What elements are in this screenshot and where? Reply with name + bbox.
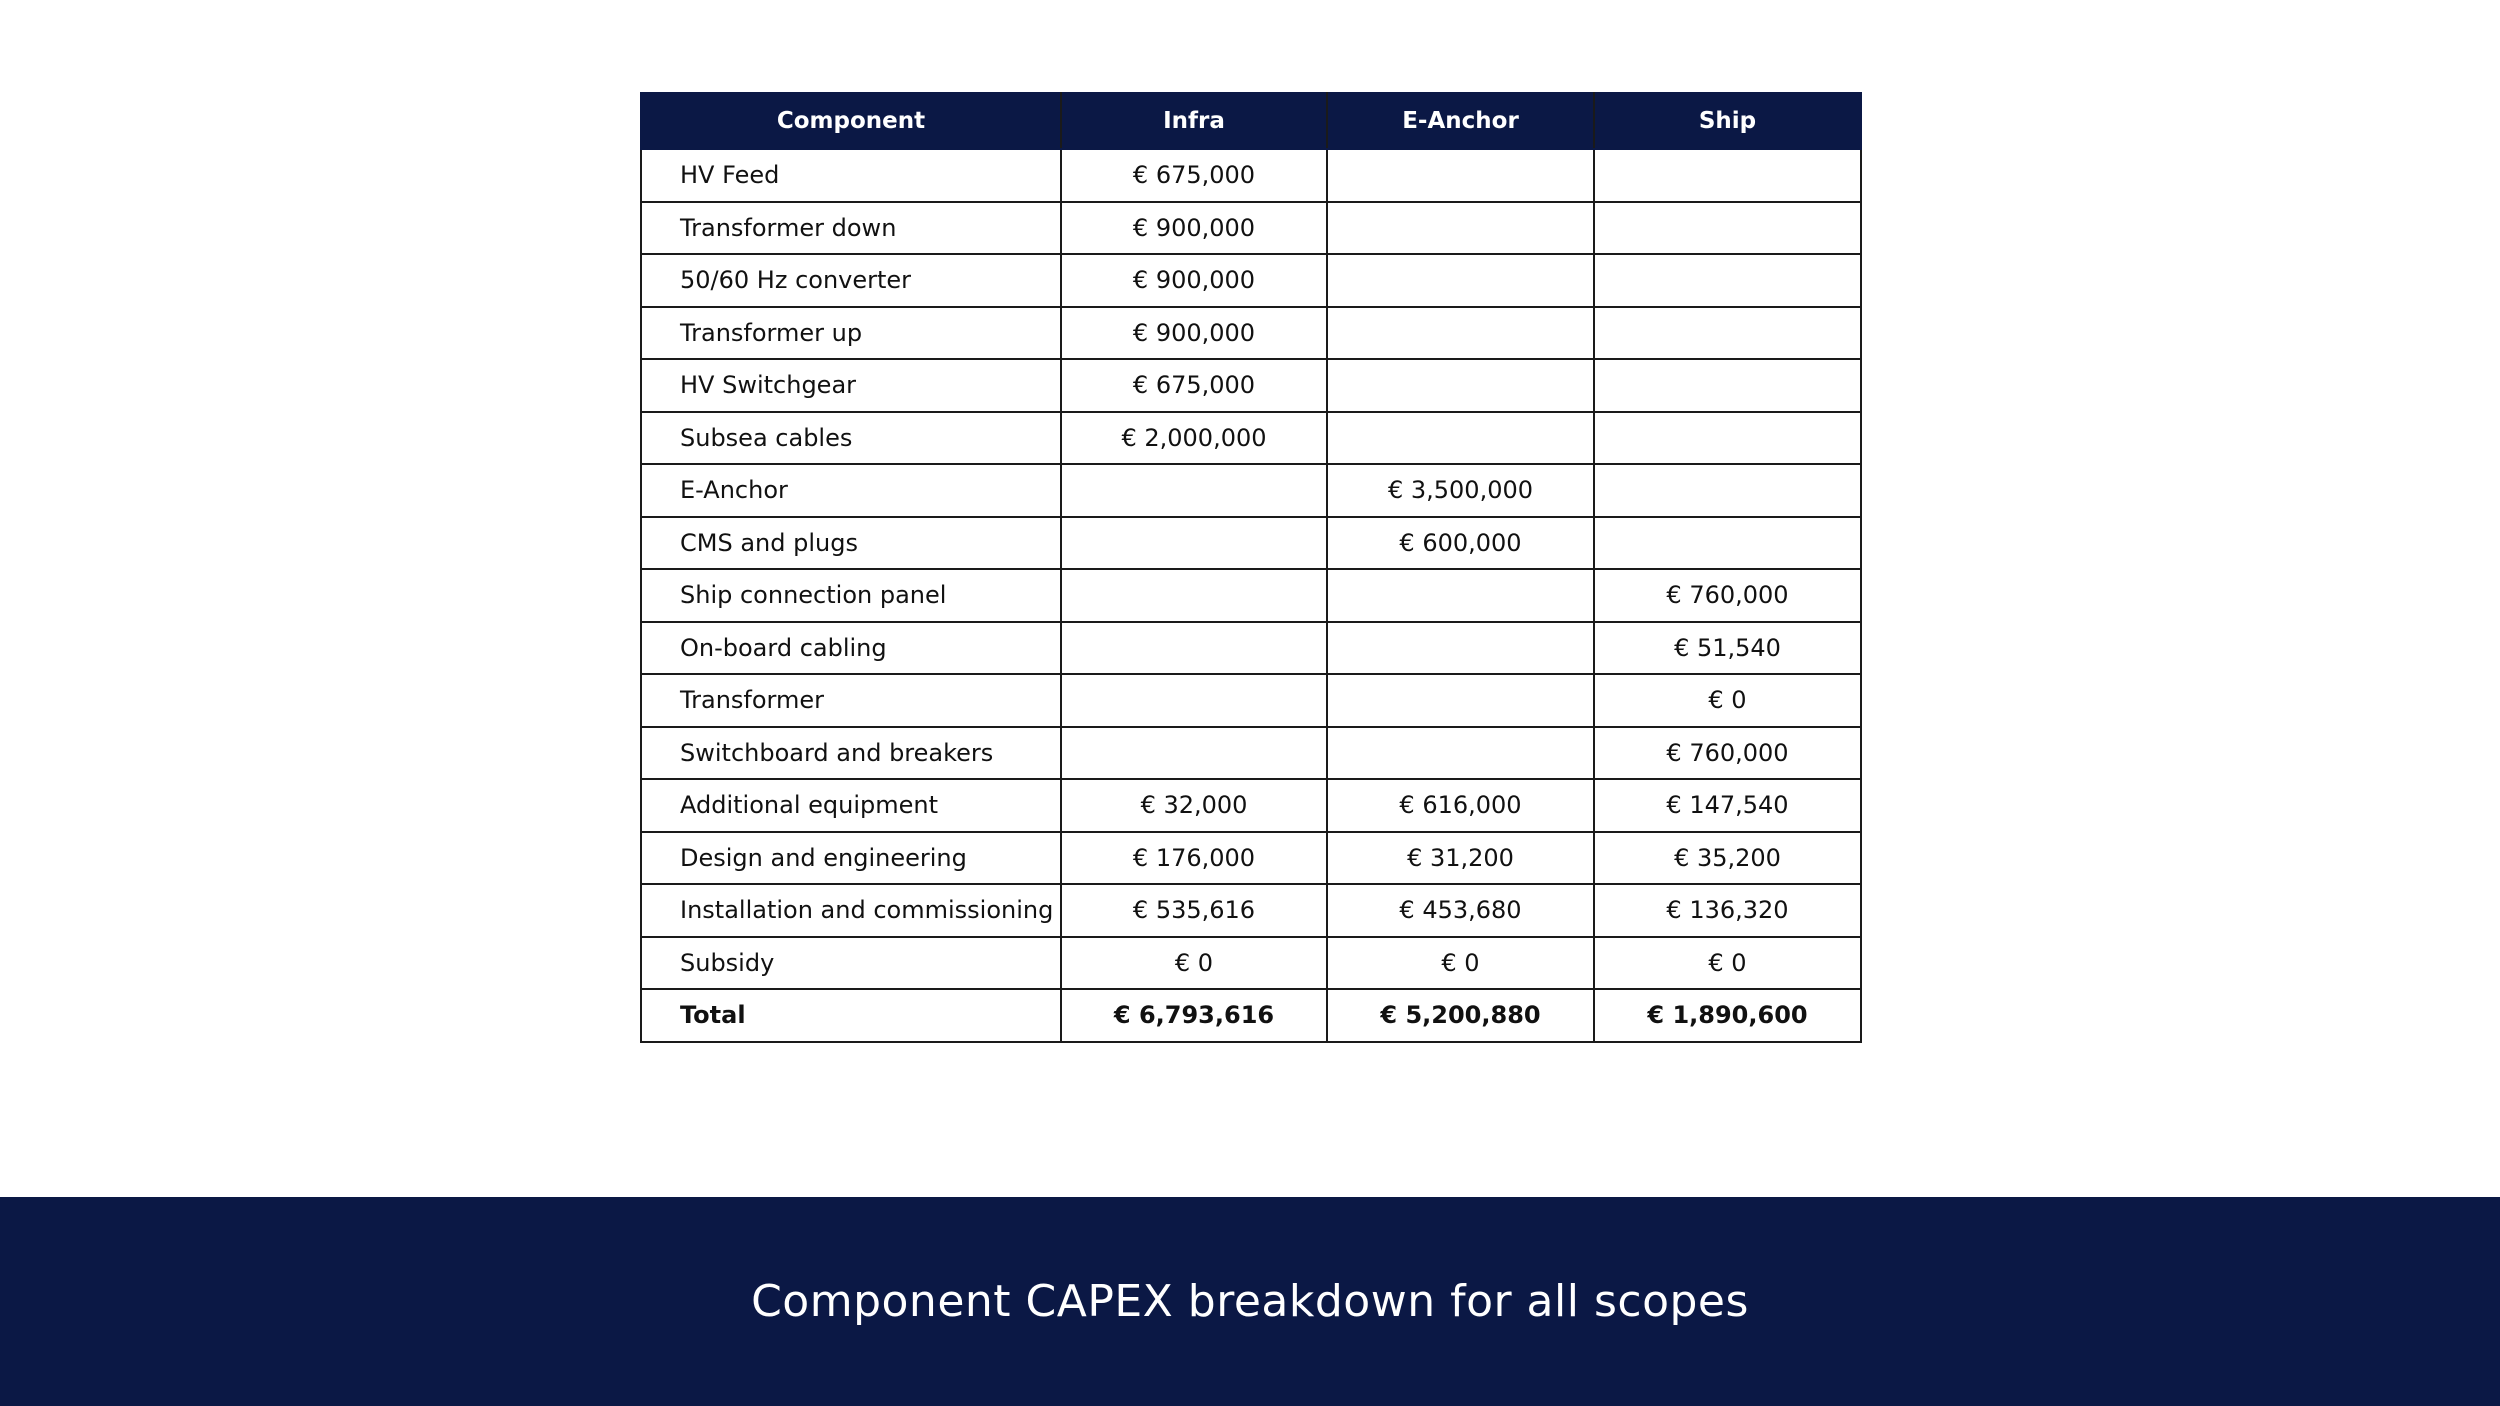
cell-e-anchor: [1327, 254, 1594, 307]
table-row: [641, 569, 1861, 622]
cell-e-anchor: [1327, 727, 1594, 780]
cell-infra: € 900,000: [1061, 307, 1327, 360]
table-body: [641, 149, 1861, 1042]
cell-infra: € 2,000,000: [1061, 412, 1327, 465]
cell-component: Subsea cables: [641, 412, 1061, 465]
cell-e-anchor: € 600,000: [1327, 517, 1594, 570]
cell-component: Transformer up: [641, 307, 1061, 360]
cell-ship: € 51,540: [1594, 622, 1861, 675]
table-row: [641, 674, 1861, 727]
cell-infra: € 32,000: [1061, 779, 1327, 832]
cell-ship: € 35,200: [1594, 832, 1861, 885]
cell-infra: [1061, 727, 1327, 780]
header-e-anchor: E-Anchor: [1327, 93, 1594, 149]
cell-e-anchor: [1327, 307, 1594, 360]
cell-e-anchor: € 31,200: [1327, 832, 1594, 885]
cell-component: Subsidy: [641, 937, 1061, 990]
cell-component: Transformer down: [641, 202, 1061, 255]
cell-ship: [1594, 307, 1861, 360]
cell-ship: € 0: [1594, 674, 1861, 727]
cell-ship: € 0: [1594, 937, 1861, 990]
cell-ship: [1594, 202, 1861, 255]
cell-infra: € 900,000: [1061, 254, 1327, 307]
cell-infra: [1061, 569, 1327, 622]
cell-component: On-board cabling: [641, 622, 1061, 675]
cell-component: CMS and plugs: [641, 517, 1061, 570]
cell-e-anchor: [1327, 569, 1594, 622]
cell-component: Transformer: [641, 674, 1061, 727]
table-row: [641, 202, 1861, 255]
cell-ship: [1594, 359, 1861, 412]
cell-infra: [1061, 517, 1327, 570]
table-row: [641, 359, 1861, 412]
cell-e-anchor: [1327, 202, 1594, 255]
total-row: [641, 989, 1861, 1042]
caption-text: Component CAPEX breakdown for all scopes: [751, 1276, 1749, 1327]
cell-infra: € 0: [1061, 937, 1327, 990]
cell-ship: [1594, 254, 1861, 307]
cell-component: Switchboard and breakers: [641, 727, 1061, 780]
total-cell-component: Total: [641, 989, 1061, 1042]
caption-band: [0, 1197, 2500, 1406]
cell-e-anchor: € 616,000: [1327, 779, 1594, 832]
cell-component: Ship connection panel: [641, 569, 1061, 622]
table-row: [641, 937, 1861, 990]
table-row: [641, 307, 1861, 360]
cell-infra: € 675,000: [1061, 359, 1327, 412]
cell-infra: [1061, 622, 1327, 675]
table-row: [641, 727, 1861, 780]
cell-infra: [1061, 674, 1327, 727]
cell-e-anchor: [1327, 149, 1594, 202]
cell-infra: € 675,000: [1061, 149, 1327, 202]
header-row: [641, 93, 1861, 149]
cell-ship: [1594, 517, 1861, 570]
cell-component: Additional equipment: [641, 779, 1061, 832]
cell-ship: [1594, 149, 1861, 202]
cell-ship: [1594, 464, 1861, 517]
table-row: [641, 832, 1861, 885]
cell-ship: € 136,320: [1594, 884, 1861, 937]
cell-component: 50/60 Hz converter: [641, 254, 1061, 307]
table-row: [641, 622, 1861, 675]
header-component: Component: [641, 93, 1061, 149]
total-cell-ship: € 1,890,600: [1594, 989, 1861, 1042]
cell-e-anchor: € 453,680: [1327, 884, 1594, 937]
table-row: [641, 779, 1861, 832]
table-row: [641, 464, 1861, 517]
total-cell-infra: € 6,793,616: [1061, 989, 1327, 1042]
cell-e-anchor: [1327, 412, 1594, 465]
cell-component: Design and engineering: [641, 832, 1061, 885]
cell-ship: € 760,000: [1594, 569, 1861, 622]
table-row: [641, 517, 1861, 570]
cell-component: HV Feed: [641, 149, 1061, 202]
cell-infra: € 900,000: [1061, 202, 1327, 255]
cell-e-anchor: [1327, 674, 1594, 727]
cell-e-anchor: € 3,500,000: [1327, 464, 1594, 517]
cell-component: HV Switchgear: [641, 359, 1061, 412]
cell-infra: [1061, 464, 1327, 517]
total-cell-e-anchor: € 5,200,880: [1327, 989, 1594, 1042]
cell-component: E-Anchor: [641, 464, 1061, 517]
table-header: [641, 93, 1861, 149]
cell-e-anchor: € 0: [1327, 937, 1594, 990]
cell-component: Installation and commissioning: [641, 884, 1061, 937]
capex-table: [640, 92, 1862, 1043]
header-infra: Infra: [1061, 93, 1327, 149]
cell-ship: € 760,000: [1594, 727, 1861, 780]
cell-e-anchor: [1327, 622, 1594, 675]
table-row: [641, 254, 1861, 307]
table-row: [641, 412, 1861, 465]
table-row: [641, 149, 1861, 202]
cell-e-anchor: [1327, 359, 1594, 412]
cell-ship: [1594, 412, 1861, 465]
table-row: [641, 884, 1861, 937]
cell-infra: € 176,000: [1061, 832, 1327, 885]
cell-infra: € 535,616: [1061, 884, 1327, 937]
cell-ship: € 147,540: [1594, 779, 1861, 832]
header-ship: Ship: [1594, 93, 1861, 149]
